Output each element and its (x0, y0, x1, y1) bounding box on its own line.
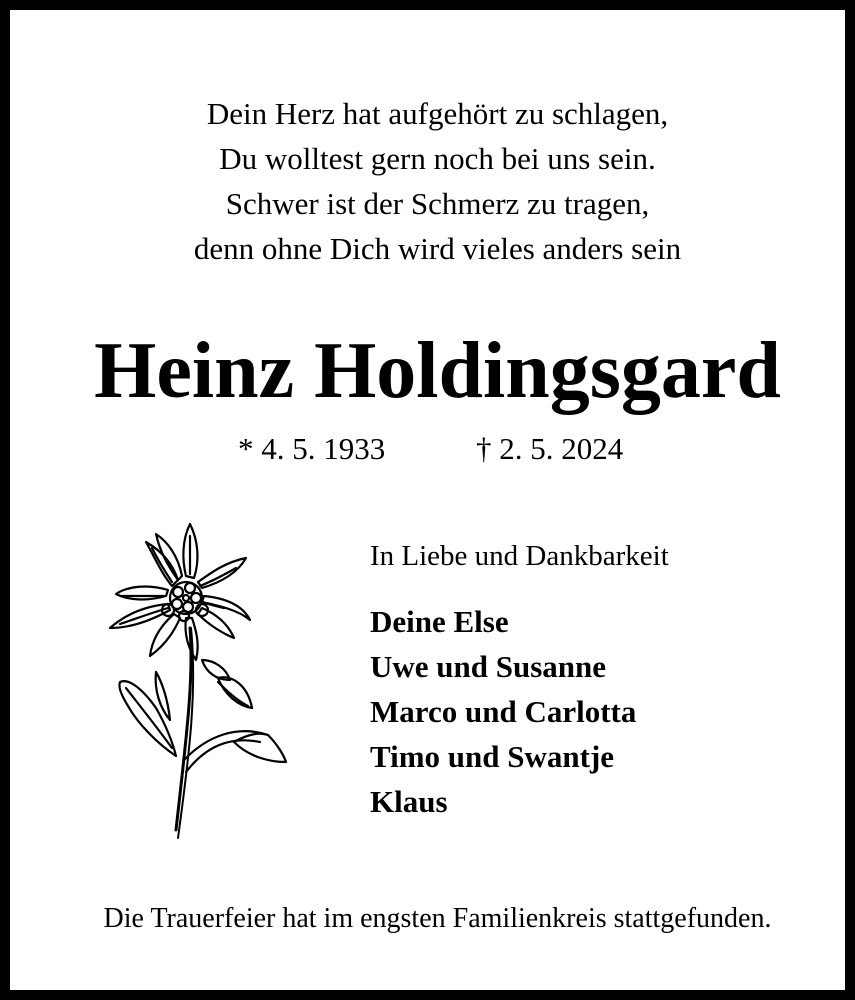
dedication-line: In Liebe und Dankbarkeit (370, 540, 669, 572)
poem-line-2: Du wolltest gern noch bei uns sein. (219, 141, 656, 176)
list-item: Timo und Swantje (370, 739, 615, 774)
list-item: Deine Else (370, 604, 509, 639)
edelweiss-icon (98, 510, 298, 850)
list-item: Klaus (370, 784, 448, 819)
birth-date: * 4. 5. 1933 (238, 431, 386, 466)
poem-line-3: Schwer ist der Schmerz zu tragen, (225, 186, 650, 221)
death-date: † 2. 5. 2024 (476, 431, 624, 466)
deceased-name: Heinz Holdingsgard (94, 327, 781, 415)
funeral-note: Die Trauerfeier hat im engsten Familienkreis stattgefunden. (103, 903, 772, 934)
poem (10, 91, 855, 271)
mourners-list (370, 599, 636, 824)
poem-line-1: Dein Herz hat aufgehört zu schlagen, (206, 96, 669, 131)
list-item: Marco und Carlotta (370, 694, 637, 729)
list-item: Uwe und Susanne (370, 649, 607, 684)
poem-line-4: denn ohne Dich wird vieles anders sein (193, 231, 682, 266)
